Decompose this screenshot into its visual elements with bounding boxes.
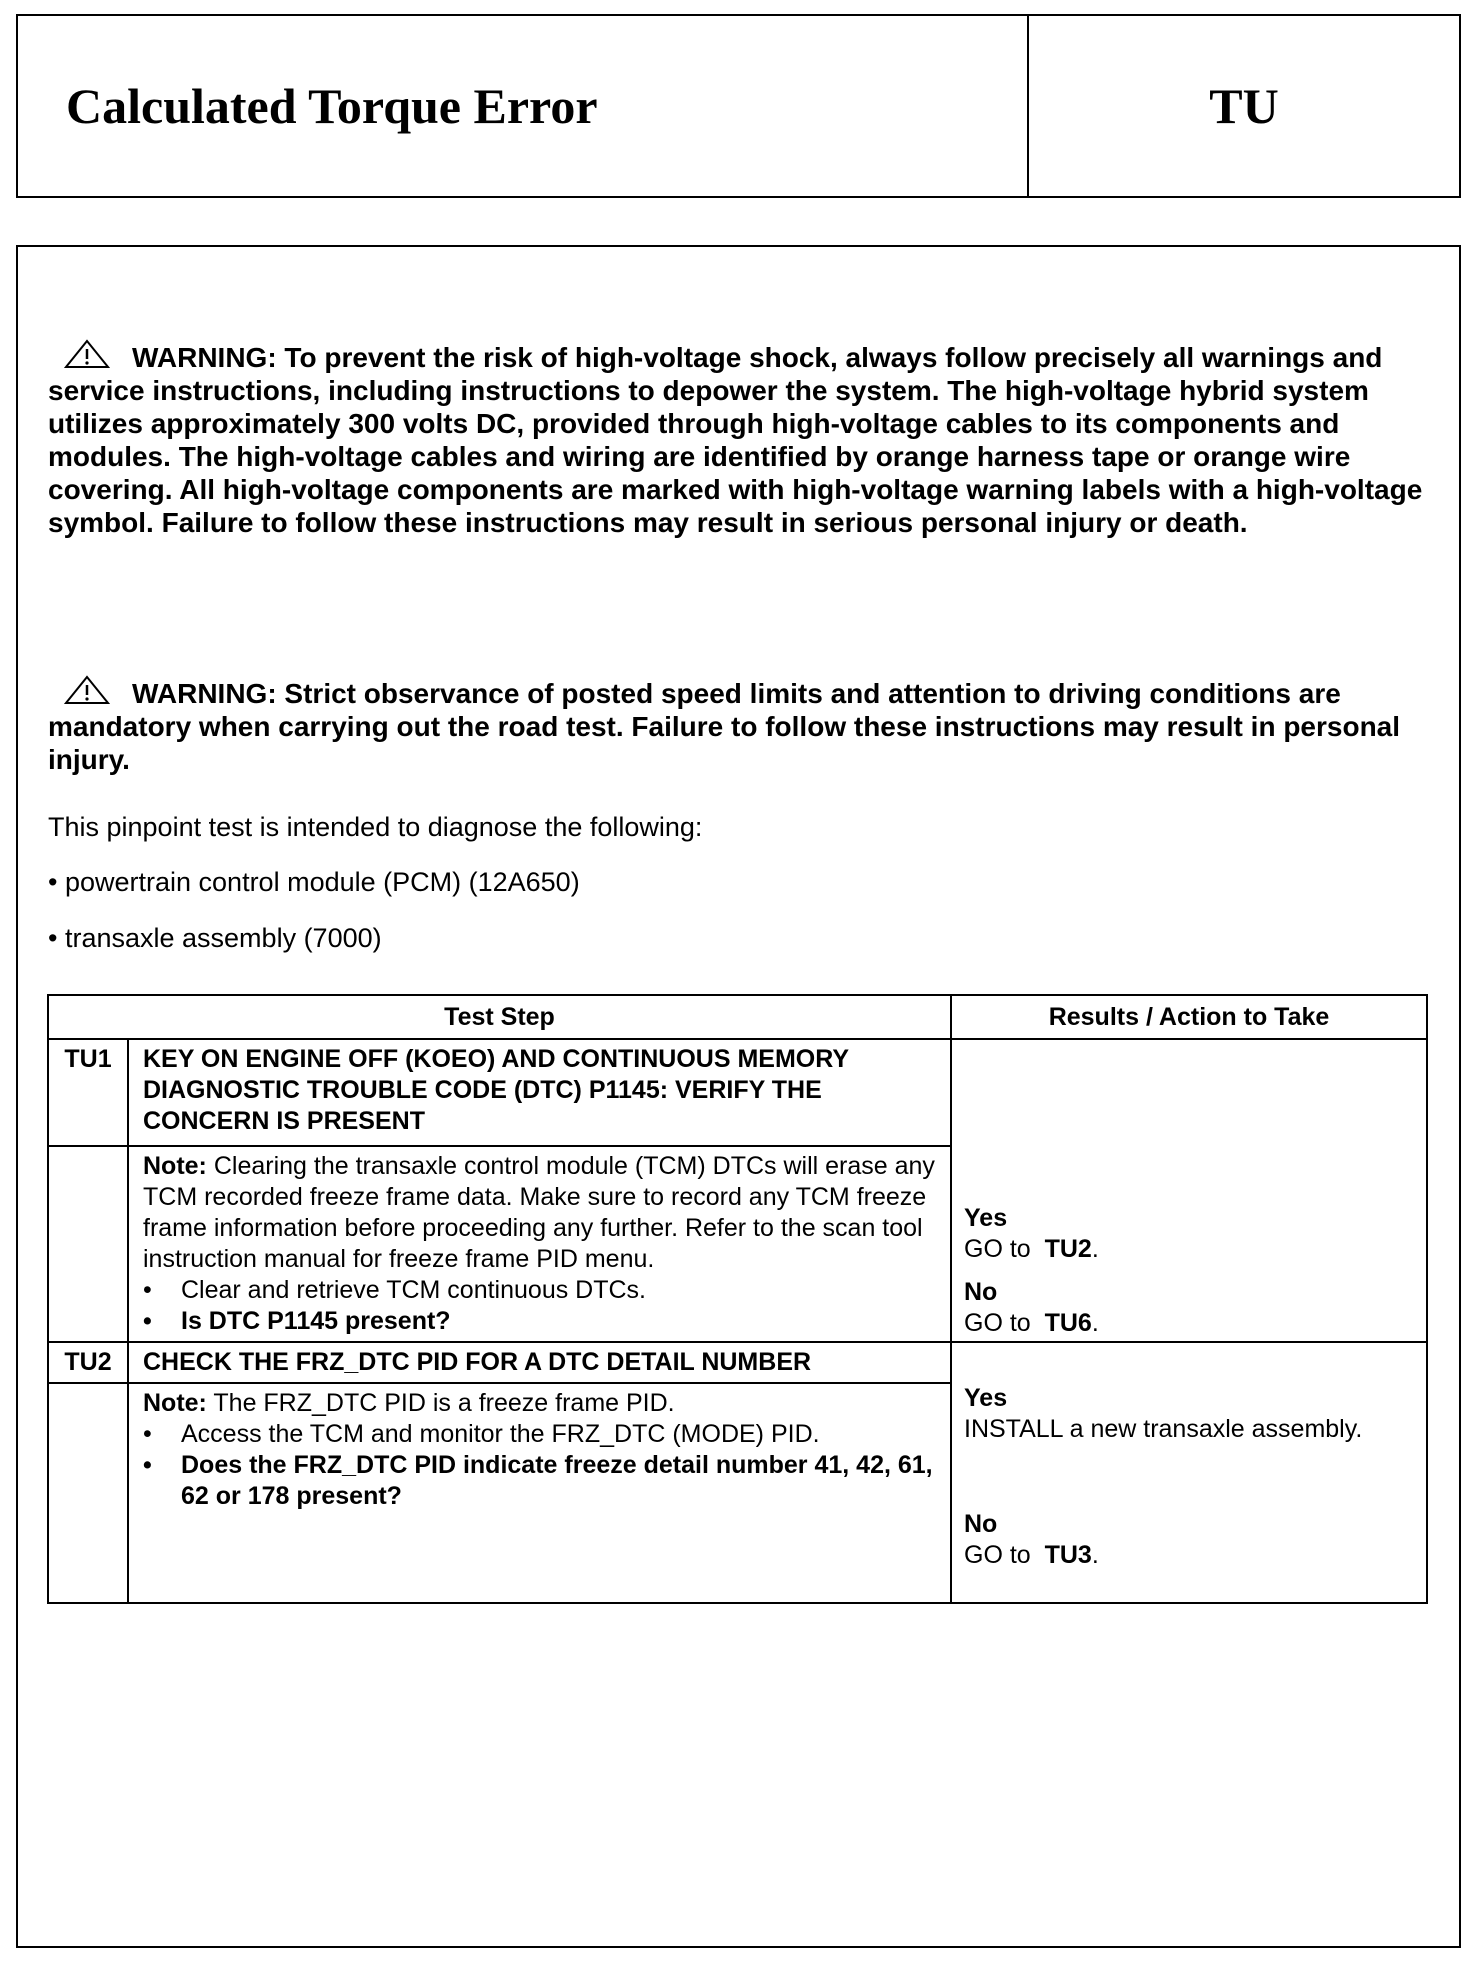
table-header-row [48,995,1427,1039]
step-bullet: • Access the TCM and monitor the FRZ_DTC (MODE) PID. [181,1419,936,1450]
page-title: Calculated Torque Error [66,78,598,134]
table-row [48,1039,1427,1146]
step-note [143,1151,936,1275]
note-label: Note: [143,1152,207,1180]
note-text: Clearing the transaxle control module (TCM) DTCs will erase any TCM recorded freeze frame data. Make sure to record any TCM freeze frame information before proceeding any further. Refer to the scan tool instruction manual for freeze frame PID menu. [143,1152,935,1273]
header-code-cell [1029,16,1459,196]
warning-high-voltage [48,339,1448,539]
step-bullets [143,1275,936,1337]
page-header [16,14,1461,198]
result-no [964,1277,1414,1339]
step-id-blank [48,1383,128,1603]
step-bullet: • Clear and retrieve TCM continuous DTCs. [181,1275,936,1306]
column-header-results: Results / Action to Take [951,995,1427,1039]
goto-link[interactable]: TU3 [1044,1541,1092,1569]
note-text: The FRZ_DTC PID is a freeze frame PID. [213,1389,675,1417]
content-panel [16,245,1461,1948]
step-question: • Does the FRZ_DTC PID indicate freeze detail number 41, 42, 61, 62 or 178 present? [181,1450,936,1512]
warning-text: WARNING: Strict observance of posted speed limits and attention to driving conditions are mandatory when carrying out the road test. Failure to follow these instructions may result in personal injury. [48,678,1401,775]
step-body [128,1146,951,1342]
results-cell [951,1383,1427,1603]
result-yes [964,1203,1414,1265]
result-action: GO to TU6. [964,1309,1099,1337]
warning-triangle-icon [64,675,110,705]
warning-triangle-icon [64,339,110,369]
component-label: transaxle assembly (7000) [64,923,382,953]
step-id: TU1 [48,1039,128,1146]
results-cell-spacer [951,1039,1427,1146]
step-bullets [143,1419,936,1512]
column-header-test-step: Test Step [48,995,951,1039]
result-answer: Yes [964,1204,1008,1232]
step-body [128,1383,951,1603]
goto-link[interactable]: TU6 [1044,1309,1092,1337]
result-action: GO to TU3. [964,1541,1099,1569]
warning-text: WARNING: To prevent the risk of high-voltage shock, always follow precisely all warnings and service instructions, including instructions to depower the system. The high-voltage hybrid system utilizes approximately 300 volts DC, provided through high-voltage cables to its components and modules. The high-voltage cables and wiring are identified by orange harness tape or orange wire covering. All high-voltage components are marked with high-voltage warning labels with a high-voltage symbol. Failure to follow these instructions may result in serious personal injury or death. [48,342,1423,538]
results-cell [951,1146,1427,1342]
header-title-cell [18,16,1029,196]
table-row [48,1383,1427,1603]
step-title: CHECK THE FRZ_DTC PID FOR A DTC DETAIL NUMBER [128,1342,951,1383]
table-row [48,1146,1427,1342]
step-question: • Is DTC P1145 present? [181,1306,936,1337]
step-id-blank [48,1146,128,1342]
results-cell-spacer [951,1342,1427,1383]
warning-road-test [48,675,1448,776]
result-action: GO to TU2. [964,1235,1099,1263]
step-note [143,1388,936,1419]
section-code: TU [1209,78,1279,134]
table-row [48,1342,1427,1383]
pinpoint-test-table [47,994,1428,1604]
result-yes [964,1383,1414,1445]
result-answer: No [964,1278,998,1306]
step-title: KEY ON ENGINE OFF (KOEO) AND CONTINUOUS MEMORY DIAGNOSTIC TROUBLE CODE (DTC) P1145: VERIFY THE CONCERN IS PRESENT [128,1039,951,1146]
intro-text: This pinpoint test is intended to diagnose the following: [48,812,703,842]
component-list-item: • transaxle assembly (7000) [48,923,382,953]
result-answer: Yes [964,1384,1008,1412]
result-no [964,1509,1414,1571]
result-answer: No [964,1510,998,1538]
component-label: powertrain control module (PCM) (12A650) [64,867,580,897]
step-id: TU2 [48,1342,128,1383]
result-action: INSTALL a new transaxle assembly. [964,1415,1363,1443]
component-list-item: • powertrain control module (PCM) (12A650) [48,867,580,897]
note-label: Note: [143,1389,207,1417]
goto-link[interactable]: TU2 [1044,1235,1092,1263]
